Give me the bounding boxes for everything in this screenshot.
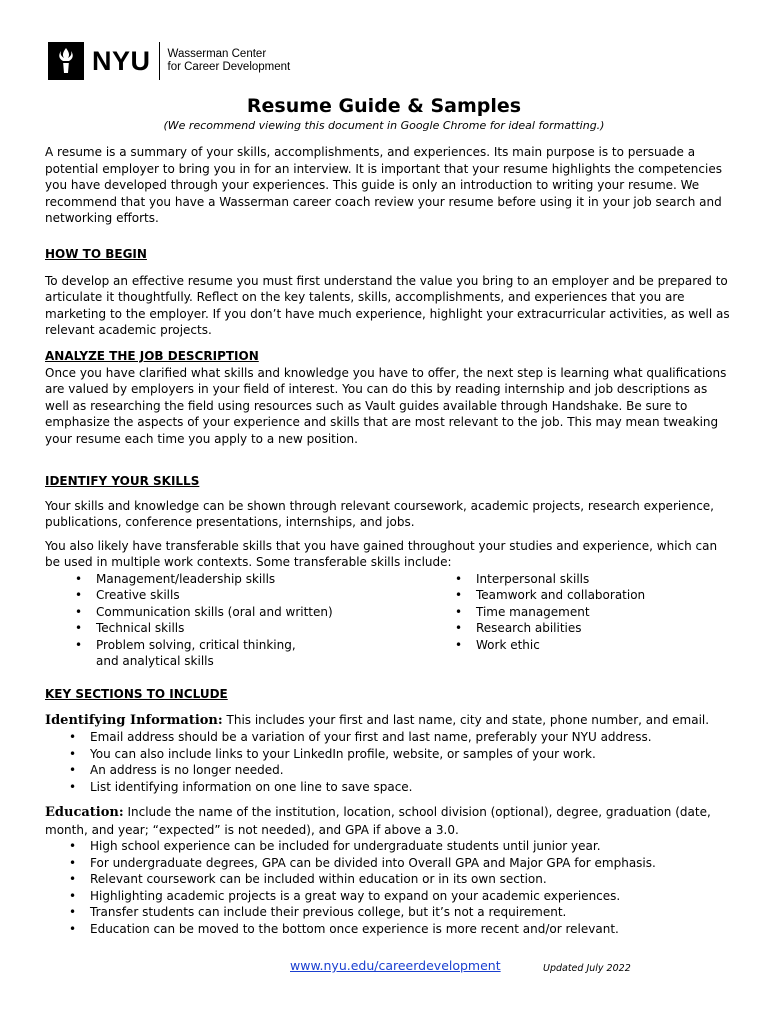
list-item: • Technical skills: [45, 620, 425, 637]
identifying-info-list: [45, 729, 730, 795]
list-item: • For undergraduate degrees, GPA can be divided into Overall GPA and Major GPA for emphasis.: [45, 855, 730, 872]
analyze-section: [45, 348, 730, 447]
logo-divider: [159, 42, 160, 80]
list-item: • Work ethic: [425, 637, 725, 654]
key-sections-heading: KEY SECTIONS TO INCLUDE: [45, 687, 228, 701]
how-to-begin-heading: HOW TO BEGIN: [45, 247, 147, 261]
list-item: • List identifying information on one line to save space.: [45, 779, 730, 796]
skills-list-2: [425, 571, 725, 670]
list-item: • Creative skills: [45, 587, 425, 604]
list-item: • Time management: [425, 604, 725, 621]
page-subtitle: (We recommend viewing this document in Google Chrome for ideal formatting.): [163, 119, 605, 132]
list-item: • You can also include links to your LinkedIn profile, website, or samples of your work.: [45, 746, 730, 763]
career-development-link[interactable]: www.nyu.edu/careerdevelopment: [290, 958, 501, 973]
education-list: [45, 838, 730, 937]
identifying-info-text: This includes your first and last name, city and state, phone number, and email.: [222, 712, 710, 727]
list-item: • Highlighting academic projects is a great way to expand on your academic experiences.: [45, 888, 730, 905]
logo-text: NYU: [92, 45, 151, 76]
list-item: • Transfer students can include their previous college, but it’s not a requirement.: [45, 904, 730, 921]
list-item: • Teamwork and collaboration: [425, 587, 725, 604]
page-title: Resume Guide & Samples: [246, 95, 522, 117]
intro-paragraph: A resume is a summary of your skills, accomplishments, and experiences. Its main purpose is to persuade a potential employer to bring you in for an interview. It is important that your resume highlights the competencies you have developed through your experiences. This guide is only an introduction to writing your resume. We recommend that you have a Wasserman career coach review your resume before using it in your job search and networking efforts.: [45, 145, 722, 225]
skills-section: [45, 473, 730, 670]
list-item: • Communication skills (oral and written): [45, 604, 425, 621]
education-paragraph: [45, 804, 730, 838]
skills-list-1: [45, 571, 425, 670]
org-line-2: for Career Development: [167, 61, 291, 73]
skills-heading: IDENTIFY YOUR SKILLS: [45, 474, 200, 488]
how-to-begin-paragraph: To develop an effective resume you must first understand the value you bring to an employer and be prepared to articulate it thoughtfully. Reflect on the key talents, skills, accomplishments, and experiences that you are marketing to the employer. If you don’t have much experience, highlight your extracurricular activities, as well as relevant academic projects.: [45, 273, 730, 337]
key-sections-section: [45, 686, 730, 937]
list-item: • Relevant coursework can be included within education or in its own section.: [45, 871, 730, 888]
identifying-info-label: Identifying Information:: [45, 712, 223, 728]
nyu-logo: [48, 42, 290, 80]
list-item: • Management/leadership skills: [45, 571, 425, 588]
identifying-info-paragraph: [45, 712, 730, 730]
list-item: • Problem solving, critical thinking, and analytical skills: [45, 637, 425, 670]
skills-columns: [45, 571, 730, 670]
education-text: Include the name of the institution, location, school division (optional), degree, graduation (date, month, and year; “expected” is not needed), and GPA if above a 3.0.: [45, 805, 711, 837]
how-to-begin-section: [45, 246, 730, 339]
torch-icon: [48, 42, 84, 80]
updated-date: Updated July 2022: [543, 963, 631, 974]
intro-section: [45, 144, 730, 227]
analyze-paragraph: Once you have clarified what skills and knowledge you have to offer, the next step is learning what qualifications are valued by employers in your field of interest. You can do this by reading internship and job descriptions as well as researching the field using resources such as Vault guides available through Handshake. Be sure to emphasize the aspects of your experience and skills that are most relevant to the job. This may mean tweaking your resume each time you apply to a new position.: [45, 365, 727, 446]
list-item: • Research abilities: [425, 620, 725, 637]
list-item: • High school experience can be included for undergraduate students until junior year.: [45, 838, 730, 855]
skills-paragraph-2: You also likely have transferable skills that you have gained throughout your studies and experience, which can be used in multiple work contexts. Some transferable skills include:: [45, 538, 718, 569]
education-label: Education:: [45, 805, 124, 820]
analyze-heading: ANALYZE THE JOB DESCRIPTION: [45, 349, 259, 363]
skills-paragraph-1: Your skills and knowledge can be shown through relevant coursework, academic projects, research experience, publications, conference presentations, internships, and jobs.: [45, 498, 714, 529]
list-item: • Interpersonal skills: [425, 571, 725, 588]
org-name: [168, 48, 291, 74]
list-item: • An address is no longer needed.: [45, 762, 730, 779]
org-line-1: Wasserman Center: [167, 48, 267, 60]
list-item: • Email address should be a variation of your first and last name, preferably your NYU address.: [45, 729, 730, 746]
list-item: • Education can be moved to the bottom once experience is more recent and/or relevant.: [45, 921, 730, 938]
